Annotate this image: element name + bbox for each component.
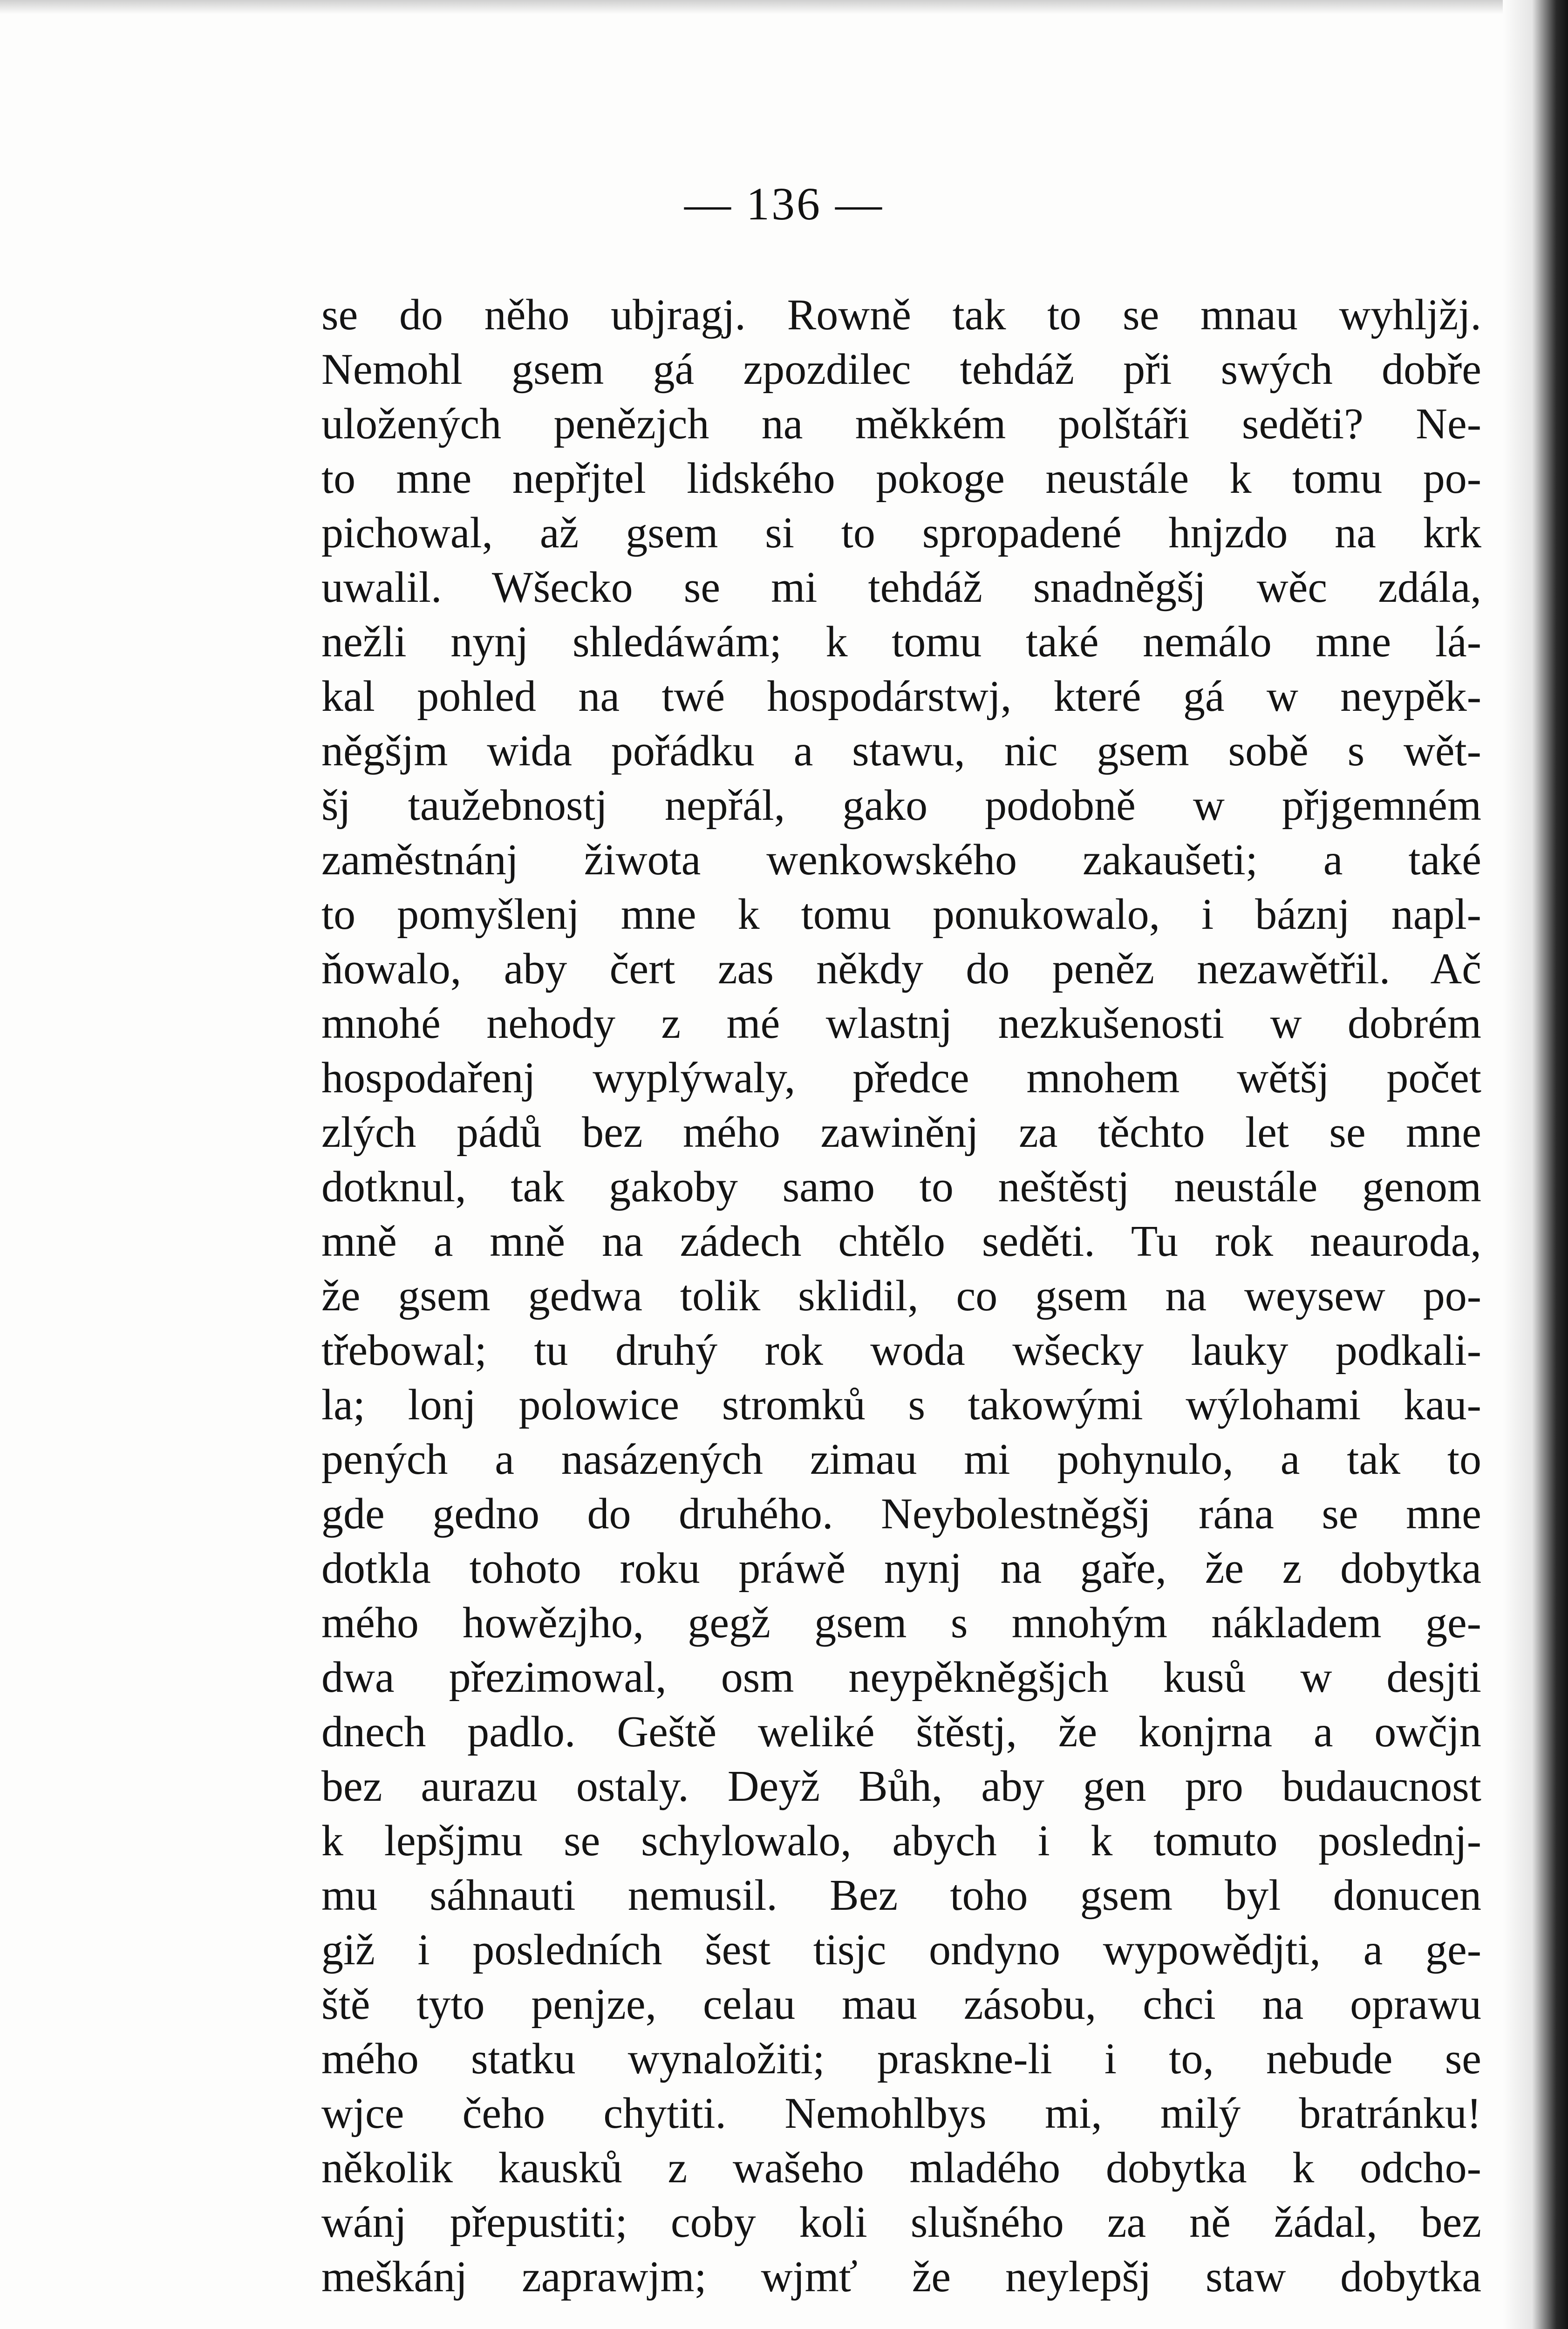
text-line: to mne nepřjtel lidského pokoge neustále k tomu po-	[321, 454, 1481, 503]
text-line: giž i posledních šest tisjc ondyno wypowědjti, a ge-	[321, 1926, 1481, 1974]
text-line: mně a mně na zádech chtělo seděti. Tu rok neauroda,	[321, 1217, 1481, 1266]
book-spine-shadow	[1503, 0, 1568, 2329]
text-line: mého statku wynaložiti; praskne-li i to, nebude se	[321, 2035, 1481, 2083]
text-line: mnohé nehody z mé wlastnj nezkušenosti w dobrém	[321, 999, 1481, 1048]
text-line: uložených penězjch na měkkém polštáři seděti? Ne-	[321, 400, 1481, 448]
text-line: ště tyto penjze, celau mau zásobu, chci na oprawu	[321, 1980, 1481, 2029]
text-line: zaměstnánj žiwota wenkowského zakaušeti; a také	[321, 836, 1481, 884]
text-line: nežli nynj shledáwám; k tomu také nemálo mne lá-	[321, 618, 1481, 666]
text-line: wjce čeho chytiti. Nemohlbys mi, milý bratránku!	[321, 2089, 1481, 2138]
text-line: hospodařenj wyplýwaly, předce mnohem wětšj počet	[321, 1054, 1481, 1102]
text-line: šj taužebnostj nepřál, gako podobně w přjgemném	[321, 781, 1481, 830]
text-line: dotknul, tak gakoby samo to neštěstj neustále genom	[321, 1163, 1481, 1211]
body-text	[321, 288, 1481, 2304]
text-line: pených a nasázených zimau mi pohynulo, a tak to	[321, 1435, 1481, 1484]
text-line: dwa přezimowal, osm neypěkněgšjch kusů w desjti	[321, 1653, 1481, 1702]
page-number: — 136 —	[684, 178, 884, 230]
text-line: k lepšjmu se schylowalo, abych i k tomuto poslednj-	[321, 1817, 1481, 1865]
text-line: mého howězjho, gegž gsem s mnohým nákladem ge-	[321, 1599, 1481, 1647]
text-line: wánj přepustiti; coby koli slušného za ně žádal, bez	[321, 2198, 1481, 2247]
text-line: mu sáhnauti nemusil. Bez toho gsem byl donucen	[321, 1871, 1481, 1920]
text-line: Nemohl gsem gá zpozdilec tehdáž při swých dobře	[321, 345, 1481, 394]
text-line: meškánj zaprawjm; wjmť že neylepšj staw dobytka	[321, 2253, 1481, 2301]
text-line: bez aurazu ostaly. Deyž Bůh, aby gen pro budaucnost	[321, 1762, 1481, 1811]
text-line: dnech padlo. Geště weliké štěstj, že konjrna a owčjn	[321, 1708, 1481, 1756]
page-top-edge	[0, 0, 1568, 14]
text-line: že gsem gedwa tolik sklidil, co gsem na weysew po-	[321, 1272, 1481, 1320]
text-line: dotkla tohoto roku práwě nynj na gaře, že z dobytka	[321, 1544, 1481, 1593]
text-line: to pomyšlenj mne k tomu ponukowalo, i báznj napl-	[321, 890, 1481, 939]
text-line: kal pohled na twé hospodárstwj, které gá w neypěk-	[321, 672, 1481, 721]
text-line: něgšjm wida pořádku a stawu, nic gsem sobě s wět-	[321, 727, 1481, 775]
text-line: zlých pádů bez mého zawiněnj za těchto let se mne	[321, 1108, 1481, 1157]
text-line: se do něho ubjragj. Rowně tak to se mnau wyhljžj.	[321, 291, 1481, 339]
text-line: la; lonj polowice stromků s takowými wýlohami kau-	[321, 1381, 1481, 1429]
text-line: gde gedno do druhého. Neybolestněgšj rána se mne	[321, 1490, 1481, 1538]
text-line: několik kausků z wašeho mladého dobytka k odcho-	[321, 2144, 1481, 2192]
text-line: uwalil. Wšecko se mi tehdáž snadněgšj wěc zdála,	[321, 563, 1481, 612]
text-line: ňowalo, aby čert zas někdy do peněz nezawětřil. Ač	[321, 945, 1481, 993]
text-line: třebowal; tu druhý rok woda wšecky lauky podkali-	[321, 1326, 1481, 1375]
text-line: pichowal, až gsem si to spropadené hnjzdo na krk	[321, 509, 1481, 557]
